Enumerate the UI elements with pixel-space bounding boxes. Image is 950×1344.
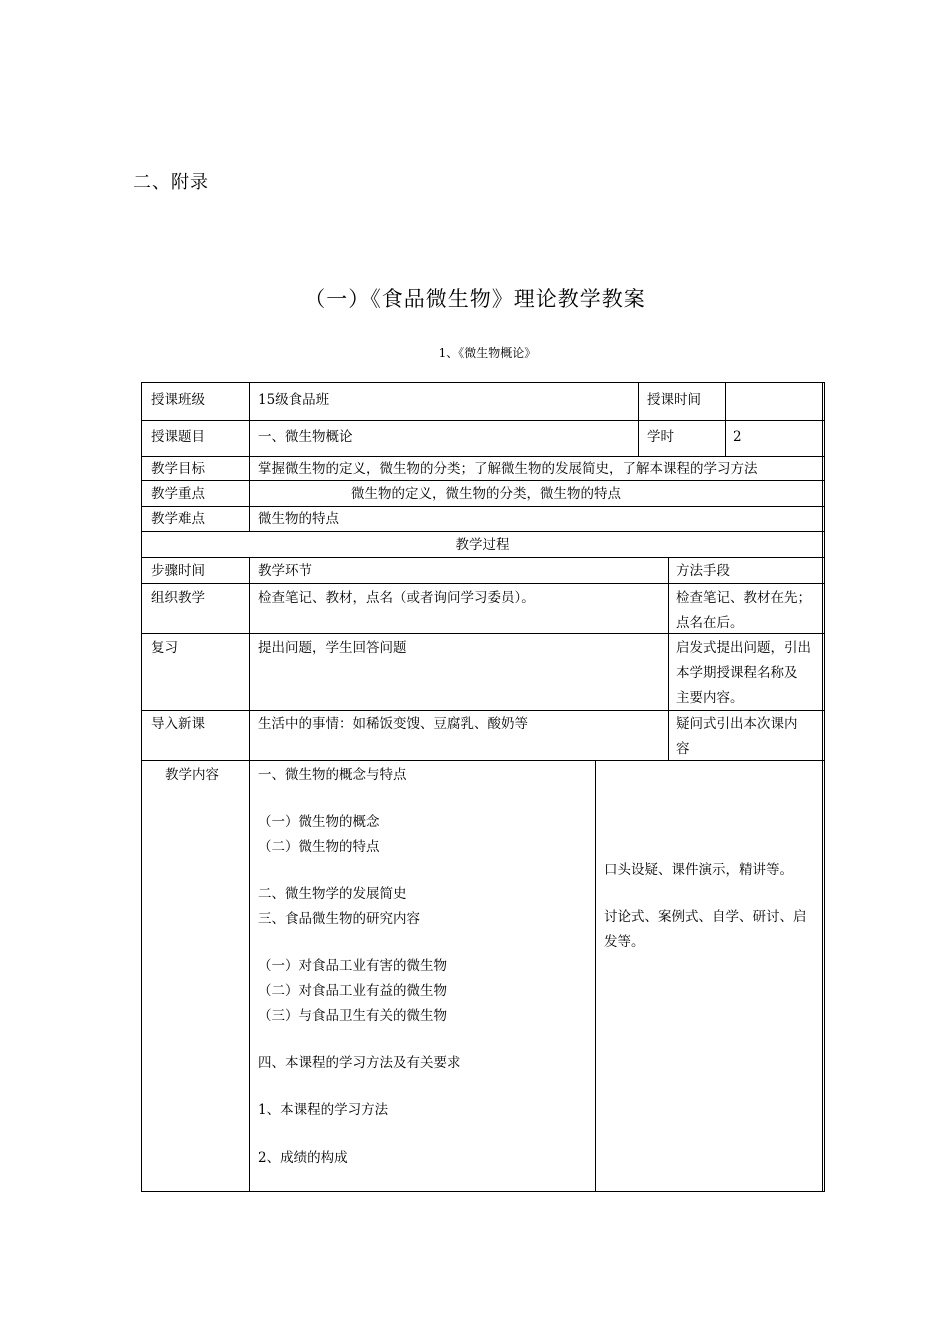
content-method-line: 发等。 <box>604 934 645 950</box>
content-item: 二、微生物学的发展简史 <box>258 886 407 902</box>
class-label: 授课班级 <box>151 392 205 408</box>
row-line <box>141 531 824 532</box>
row-step: 复习 <box>151 640 178 656</box>
row-stage: 检查笔记、教材，点名（或者询问学习委员）。 <box>258 590 535 606</box>
row-method-line: 主要内容。 <box>676 690 744 706</box>
difficulty-value: 微生物的特点 <box>258 511 339 527</box>
row-step: 导入新课 <box>151 716 205 732</box>
col-line <box>668 557 669 760</box>
hours-label: 学时 <box>647 429 674 445</box>
header-stage: 教学环节 <box>258 563 312 579</box>
col-line <box>249 557 250 1192</box>
section-heading: 二、附录 <box>133 172 209 193</box>
content-item: 三、食品微生物的研究内容 <box>258 911 420 927</box>
row-method-line: 点名在后。 <box>676 615 744 631</box>
content-method-line: 口头设疑、课件演示，精讲等。 <box>604 862 793 878</box>
header-method: 方法手段 <box>676 563 730 579</box>
content-item: 一、微生物的概念与特点 <box>258 767 407 783</box>
table-border-top <box>141 382 824 383</box>
process-heading: 教学过程 <box>455 537 510 553</box>
row-method-line: 本学期授课程名称及 <box>676 665 798 681</box>
col-line <box>249 382 250 531</box>
col-line <box>595 760 596 1192</box>
row-method-line: 启发式提出问题，引出 <box>676 640 811 656</box>
table-border-left <box>141 382 142 1192</box>
topic-value: 一、微生物概论 <box>258 429 353 445</box>
document-title: （一）《食品微生物》理论教学教案 <box>304 287 646 311</box>
row-stage: 提出问题，学生回答问题 <box>258 640 407 656</box>
row-method-line: 疑问式引出本次课内 <box>676 716 798 732</box>
content-item: 四、本课程的学习方法及有关要求 <box>258 1055 461 1071</box>
header-step: 步骤时间 <box>151 563 205 579</box>
class-value: 15级食品班 <box>258 392 330 408</box>
col-line <box>638 382 639 456</box>
table-border-right-outer <box>824 382 825 1192</box>
content-item: （二）对食品工业有益的微生物 <box>258 983 447 999</box>
table-border-bottom <box>141 1191 824 1192</box>
time-label: 授课时间 <box>647 392 701 408</box>
goal-value: 掌握微生物的定义，微生物的分类；了解微生物的发展简史，了解本课程的学习方法 <box>258 461 758 477</box>
document-subtitle: 1、《微生物概论》 <box>438 346 537 360</box>
row-step: 组织教学 <box>151 590 205 606</box>
content-item: 1、本课程的学习方法 <box>258 1102 389 1118</box>
content-item: （一）对食品工业有害的微生物 <box>258 958 447 974</box>
table-border-right <box>822 382 823 1192</box>
row-line <box>141 420 824 421</box>
difficulty-label: 教学难点 <box>151 511 205 527</box>
content-item: （二）微生物的特点 <box>258 839 380 855</box>
goal-label: 教学目标 <box>151 461 205 477</box>
row-line <box>141 760 824 761</box>
content-label: 教学内容 <box>165 767 219 783</box>
content-item: 2、成绩的构成 <box>258 1150 348 1166</box>
col-line <box>725 382 726 456</box>
key-label: 教学重点 <box>151 486 205 502</box>
content-method-line: 讨论式、案例式、自学、研讨、启 <box>604 909 807 925</box>
row-stage: 生活中的事情：如稀饭变馊、豆腐乳、酸奶等 <box>258 716 528 732</box>
content-item: （一）微生物的概念 <box>258 814 380 830</box>
row-method-line: 检查笔记、教材在先； <box>676 590 811 606</box>
topic-label: 授课题目 <box>151 429 205 445</box>
hours-value: 2 <box>733 429 742 445</box>
row-method-line: 容 <box>676 741 690 757</box>
content-item: （三）与食品卫生有关的微生物 <box>258 1008 447 1024</box>
key-value: 微生物的定义，微生物的分类，微生物的特点 <box>351 486 621 502</box>
